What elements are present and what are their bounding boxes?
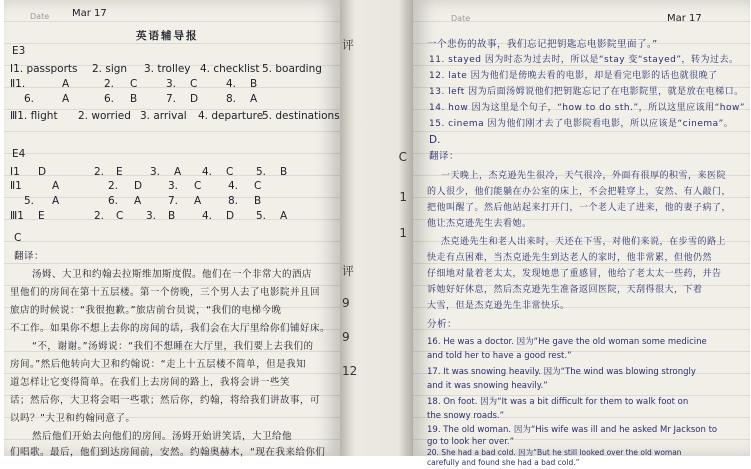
section-label-e4: E4	[12, 148, 26, 160]
answer-cell: 8.	[226, 93, 237, 105]
translation-line: 一天晚上，杰克逊先生很冷，天气很冷，外面有很厚的积雪，来医院	[441, 171, 727, 181]
answer-cell: A	[52, 195, 60, 207]
translation-line: 大雪，但是杰克逊先生非常快乐。	[427, 301, 570, 311]
date-header-label: Date	[451, 14, 471, 23]
answer-cell: C	[254, 180, 262, 192]
answer-cell: 4.	[226, 78, 237, 90]
answer-cell: D	[226, 210, 235, 222]
translation-line: 汤姆、大卫和约翰去拉斯维加斯度假。他们在一个非常大的酒店	[32, 269, 313, 280]
page-date: Mar 17	[667, 13, 702, 24]
translation-line: 以吗？”大卫和约翰同意了。	[10, 413, 136, 424]
answer-cell: E	[38, 210, 45, 222]
answer-cell: A	[134, 195, 142, 207]
translation-line: 里他们的房间在第十五层楼。第一个傍晚，三个男人去了电影院并且回	[10, 287, 321, 298]
answer-cell: 5.	[256, 166, 267, 178]
answer-cell: 3.	[150, 166, 161, 178]
answer-cell: C	[190, 78, 198, 90]
answer-cell: A	[250, 93, 258, 105]
translation-line: 然后他们开始去向他们的房间。汤姆开始讲笑话，大卫给他	[32, 431, 293, 442]
translation-line: 不工作。如果你不想上去你的房间的话，我们会在大厅里给你们铺好床。	[10, 323, 331, 334]
answer-cell: 5.	[256, 210, 267, 222]
answer-cell: 7.	[168, 195, 179, 207]
translation-label: 翻译：	[429, 151, 460, 162]
translation-line: 诉她好好休息，然后杰克逊先生准备返回医院，天刮得很大，下着	[427, 285, 703, 295]
answer-cell: 4.	[202, 166, 213, 178]
answer-cell: Ⅱ1.	[10, 78, 26, 90]
answer-cell: C	[130, 78, 138, 90]
gutter-mark: 评	[342, 264, 355, 278]
answer-cell: 2.	[94, 210, 105, 222]
answer-cell: Ⅰ1	[10, 166, 20, 178]
answer-cell: 6.	[24, 93, 35, 105]
answer-cell: 3.	[168, 180, 179, 192]
translation-line: 们唱歌。最后，他们到达房间前，安然。约翰奥赫木，“现在我来给你们	[10, 447, 326, 458]
answer-cell: 5.	[24, 195, 35, 207]
analysis-line: carefully and found she had a bad cold.”	[427, 458, 580, 467]
answer-cell: A	[52, 180, 60, 192]
analysis-label: 分析：	[427, 319, 458, 330]
answer-cell: Ⅱ1	[10, 180, 22, 192]
answer-cell: 2.	[104, 78, 115, 90]
section-label-d: D.	[429, 134, 441, 146]
right-notebook-page	[413, 0, 750, 467]
answer-cell: C	[226, 166, 234, 178]
answer-note-line: 15. cinema 因为他们刚才去了电影院看电影，所以应该是“cinema”。	[429, 119, 734, 129]
gutter-mark: 9	[342, 296, 350, 310]
gutter-mark: 评	[342, 38, 355, 52]
answer-cell: A	[62, 93, 70, 105]
answer-cell: 2.	[108, 180, 119, 192]
analysis-line: and told her to have a good rest.”	[427, 351, 572, 361]
translation-line: 房间。”然后他转向大卫和约翰说：“走上十五层楼不简单，但是我知	[10, 359, 307, 370]
note-line: 一个悲伤的故事，我们忘记把钥匙忘电影院里面了。”	[427, 39, 658, 50]
analysis-line: 20. She had a bad cold. 因为“But he still looked over the old woman	[427, 448, 682, 457]
answer-cell: 5. destinations	[262, 110, 340, 122]
answer-note-line: 11. stayed 因为时态为过去时，所以是“stay 变“stayed”，转为过去。	[429, 55, 739, 65]
notebook-spine	[340, 0, 413, 456]
answer-note-line: 12. late 因为他们是傍晚去看的电影，却是看完电影的话也就很晚了	[429, 71, 718, 81]
section-label-c: C	[14, 232, 22, 244]
answer-cell: D	[134, 180, 143, 192]
analysis-line: and it was snowing heavily.”	[427, 381, 548, 391]
answer-cell: B	[254, 195, 262, 207]
answer-cell: 4.	[202, 210, 213, 222]
answer-cell: 8.	[228, 195, 239, 207]
answer-cell: 6.	[104, 93, 115, 105]
analysis-line: 17. It was snowing heavily. 因为“The wind was blowing strongly	[427, 367, 696, 377]
answer-cell: B	[168, 210, 176, 222]
answer-cell: D	[190, 93, 199, 105]
answer-cell: 2. sign	[92, 63, 128, 75]
answer-note-line: 13. left 因为后面汤姆说他们把钥匙忘记了在电影院里，就是放在电梯口。	[429, 87, 744, 97]
answer-cell: A	[194, 195, 202, 207]
answer-cell: E	[116, 166, 123, 178]
answer-cell: C	[116, 210, 124, 222]
answer-cell: 3. arrival	[140, 110, 187, 122]
page-title: 英语辅导报	[136, 30, 199, 42]
left-notebook-page	[4, 0, 340, 456]
analysis-line: 18. On foot. 因为“It was a bit difficult for them to walk foot on	[427, 397, 689, 407]
translation-line: 仔细地对量着老太太，发现她患了重感冒，他给了老太太一些药，并告	[427, 269, 722, 279]
answer-cell: 3. trolley	[144, 63, 191, 75]
translation-line: 把他叫醒了。然后他站起来打开门，一个老人走了进来，他的妻子病了，	[427, 203, 732, 213]
section-label-e3: E3	[12, 45, 26, 57]
answer-cell: 3.	[166, 78, 177, 90]
answer-cell: 2. worried	[78, 110, 131, 122]
translation-line: 旅店的时候说：“我很抱歉。”旅店前台员说，“我们的电梯今晚	[10, 305, 282, 316]
gutter-mark: 1	[399, 190, 407, 204]
translation-line: 快走有点困难，当杰克逊先生到达老人的家时，他非常累，但他仍然	[427, 253, 713, 263]
answer-cell: 5. boarding	[262, 63, 322, 75]
translation-line: 杰克逊先生和老人出来时，天还在下雪，对他们来说，在步雪的路上	[441, 237, 727, 247]
gutter-mark: 1	[399, 226, 407, 240]
answer-cell: A	[62, 78, 70, 90]
answer-cell: 4.	[228, 180, 239, 192]
answer-cell: 7.	[166, 93, 177, 105]
analysis-line: go to look her over.”	[427, 437, 515, 447]
answer-cell: Ⅰ1. passports	[10, 63, 78, 75]
gutter-mark: C	[398, 150, 407, 164]
analysis-line: the snowy roads.”	[427, 411, 504, 421]
answer-cell: 4. checklist	[200, 63, 260, 75]
answer-cell: 3.	[146, 210, 157, 222]
analysis-line: 16. He was a doctor. 因为“He gave the old woman some medicine	[427, 337, 707, 347]
translation-line: 的人很少，他们能躺在办公室的床上，不会把鞋穿上，安然、有人敲门，	[427, 187, 732, 197]
answer-cell: 6.	[108, 195, 119, 207]
gutter-mark: 12	[342, 364, 358, 378]
translation-line: “不，谢谢。”汤姆说：“我们不想睡在大厅里，我们要上去我们的	[32, 341, 314, 352]
answer-cell: B	[250, 78, 258, 90]
answer-cell: Ⅲ1. flight	[10, 110, 58, 122]
answer-cell: 2.	[94, 166, 105, 178]
gutter-mark: 9	[342, 330, 350, 344]
analysis-line: 19. The old woman. 因为“His wife was ill and he asked Mr Jackson to	[427, 425, 718, 435]
answer-cell: A	[280, 210, 288, 222]
answer-cell: Ⅲ1	[10, 210, 24, 222]
translation-label: 翻译：	[14, 251, 45, 262]
translation-line: 道怎样让它变得简单。在我们上去房间的路上，我将会讲一些笑	[10, 377, 291, 388]
answer-cell: 4. departure	[198, 110, 264, 122]
date-header-label: Date	[30, 12, 50, 21]
answer-note-line: 14. how 因为这里是个句子，“how to do sth.”，所以这里应该用“how”	[429, 103, 746, 113]
answer-cell: B	[130, 93, 138, 105]
answer-cell: A	[174, 166, 182, 178]
answer-cell: D	[38, 166, 47, 178]
translation-line: 话；然后你，大卫将会唱一些歌；然后你，约翰，将给我们讲故事，可	[10, 395, 321, 406]
answer-cell: C	[194, 180, 202, 192]
translation-line: 他让杰克逊先生去看她。	[427, 219, 532, 229]
page-date: Mar 17	[72, 8, 107, 19]
answer-cell: B	[280, 166, 288, 178]
